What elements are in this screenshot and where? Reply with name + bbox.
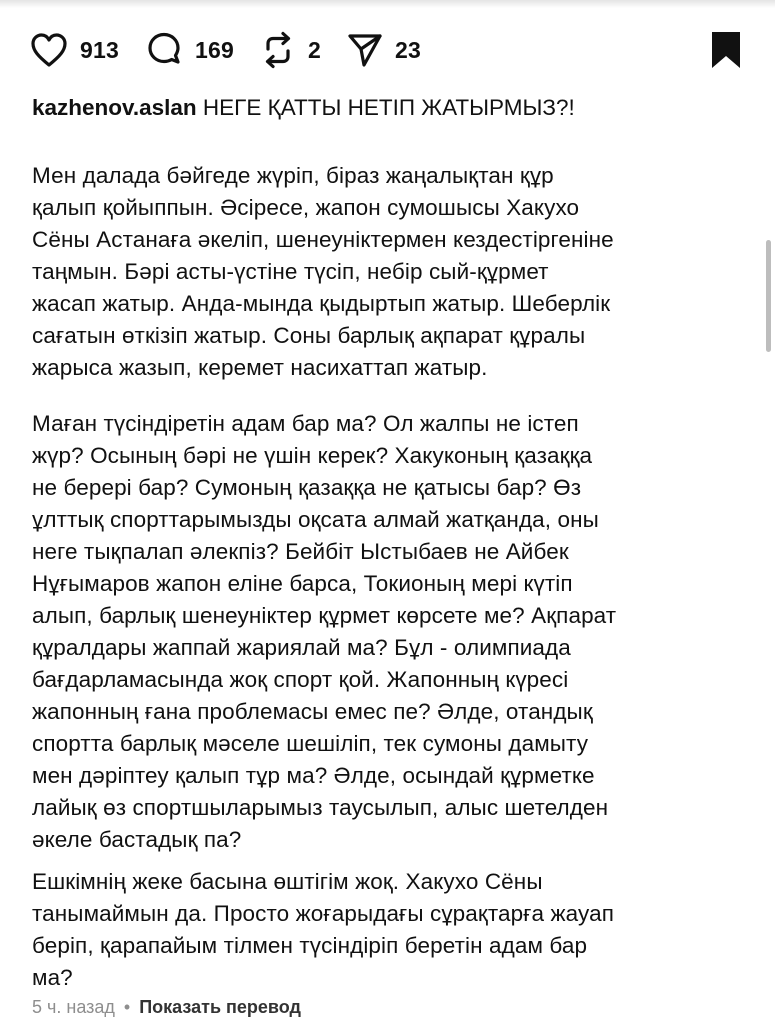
paper-plane-icon bbox=[347, 32, 383, 68]
like-button[interactable] bbox=[30, 32, 119, 68]
text-line: лайық өз спортшыларымыз таусылып, алыс шетелден bbox=[32, 795, 609, 820]
post-timestamp: 5 ч. назад bbox=[32, 997, 115, 1017]
text-line: Сёны Астанаға әкеліп, шенеуніктермен кездестіргеніне bbox=[32, 227, 614, 252]
text-line: сағатын өткізіп жатыр. Соны барлық ақпарат құралы bbox=[32, 323, 586, 348]
text-line: спортта барлық мәселе шешіліп, тек сумоны дамыту bbox=[32, 731, 589, 756]
repost-icon bbox=[260, 31, 296, 69]
text-line: әкеле бастадық па? bbox=[32, 827, 242, 852]
show-translation-link[interactable]: Показать перевод bbox=[139, 997, 301, 1017]
text-line: алып, барлық шенеуніктер құрмет көрсете ме? Ақпарат bbox=[32, 603, 617, 628]
text-line: қалып қойыппын. Әсіресе, жапон сумошысы Хакухо bbox=[32, 195, 580, 220]
scrollbar[interactable] bbox=[766, 240, 771, 352]
text-line: жарыса жазып, керемет насихаттап жатыр. bbox=[32, 355, 488, 380]
text-line: бағдарламасында жоқ спорт қой. Жапонның күресі bbox=[32, 667, 569, 692]
text-line: не берері бар? Сумоның қазаққа не қатысы бар? Өз bbox=[32, 475, 582, 500]
separator-dot: • bbox=[123, 997, 131, 1017]
text-line: құралдары жаппай жариялай ма? Бұл - олимпиада bbox=[32, 635, 571, 660]
comment-bubble-icon bbox=[145, 31, 183, 69]
comment-button[interactable] bbox=[145, 31, 234, 69]
share-button[interactable] bbox=[347, 32, 421, 68]
text-line: жүр? Осының бәрі не үшін керек? Хакуконың қазаққа bbox=[32, 443, 593, 468]
post-title: НЕГЕ ҚАТТЫ НЕТІП ЖАТЫРМЫЗ?! bbox=[202, 95, 575, 120]
post-paragraph-1 bbox=[32, 160, 748, 384]
author-username[interactable]: kazhenov.aslan bbox=[32, 95, 197, 120]
post-caption bbox=[32, 92, 748, 124]
post-paragraph-3 bbox=[32, 866, 748, 994]
text-line: ұлттық спорттарымызды оқсата алмай жатқанда, оны bbox=[32, 507, 599, 532]
text-line: Ешкімнің жеке басына өштігім жоқ. Хакухо Сёны bbox=[32, 869, 543, 894]
text-line: танымаймын да. Просто жоғарыдағы сұрақтарға жауап bbox=[32, 901, 615, 926]
repost-count: 2 bbox=[307, 36, 321, 63]
top-divider bbox=[0, 0, 775, 8]
post-footer bbox=[32, 997, 301, 1018]
text-line: жапонның ғана проблемасы емес пе? Әлде, отандық bbox=[32, 699, 593, 724]
text-line: Нұғымаров жапон еліне барса, Токионың мері күтіп bbox=[32, 571, 573, 596]
share-count: 23 bbox=[394, 36, 421, 63]
action-bar bbox=[30, 28, 750, 72]
text-line: неге тықпалап әлекпіз? Бейбіт Ыстыбаев не Айбек bbox=[32, 539, 569, 564]
save-button[interactable] bbox=[709, 30, 743, 75]
post-paragraph-2 bbox=[32, 408, 748, 856]
text-line: Мен далада бәйгеде жүріп, біраз жаңалықтан құр bbox=[32, 163, 554, 188]
repost-button[interactable] bbox=[260, 31, 321, 69]
text-line: Маған түсіндіретін адам бар ма? Ол жалпы не істеп bbox=[32, 411, 579, 436]
comment-count: 169 bbox=[194, 36, 234, 63]
bookmark-icon bbox=[709, 57, 743, 74]
text-line: жасап жатыр. Анда-мында қыдыртып жатыр. Шеберлік bbox=[32, 291, 611, 316]
text-line: беріп, қарапайым тілмен түсіндіріп беретін адам бар bbox=[32, 933, 588, 958]
text-line: мен дәріптеу қалып тұр ма? Әлде, осындай құрметке bbox=[32, 763, 595, 788]
text-line: таңмын. Бәрі асты-үстіне түсіп, небір сый-құрмет bbox=[32, 259, 549, 284]
like-count: 913 bbox=[80, 36, 119, 63]
heart-icon bbox=[30, 32, 68, 68]
text-line: ма? bbox=[32, 965, 73, 990]
